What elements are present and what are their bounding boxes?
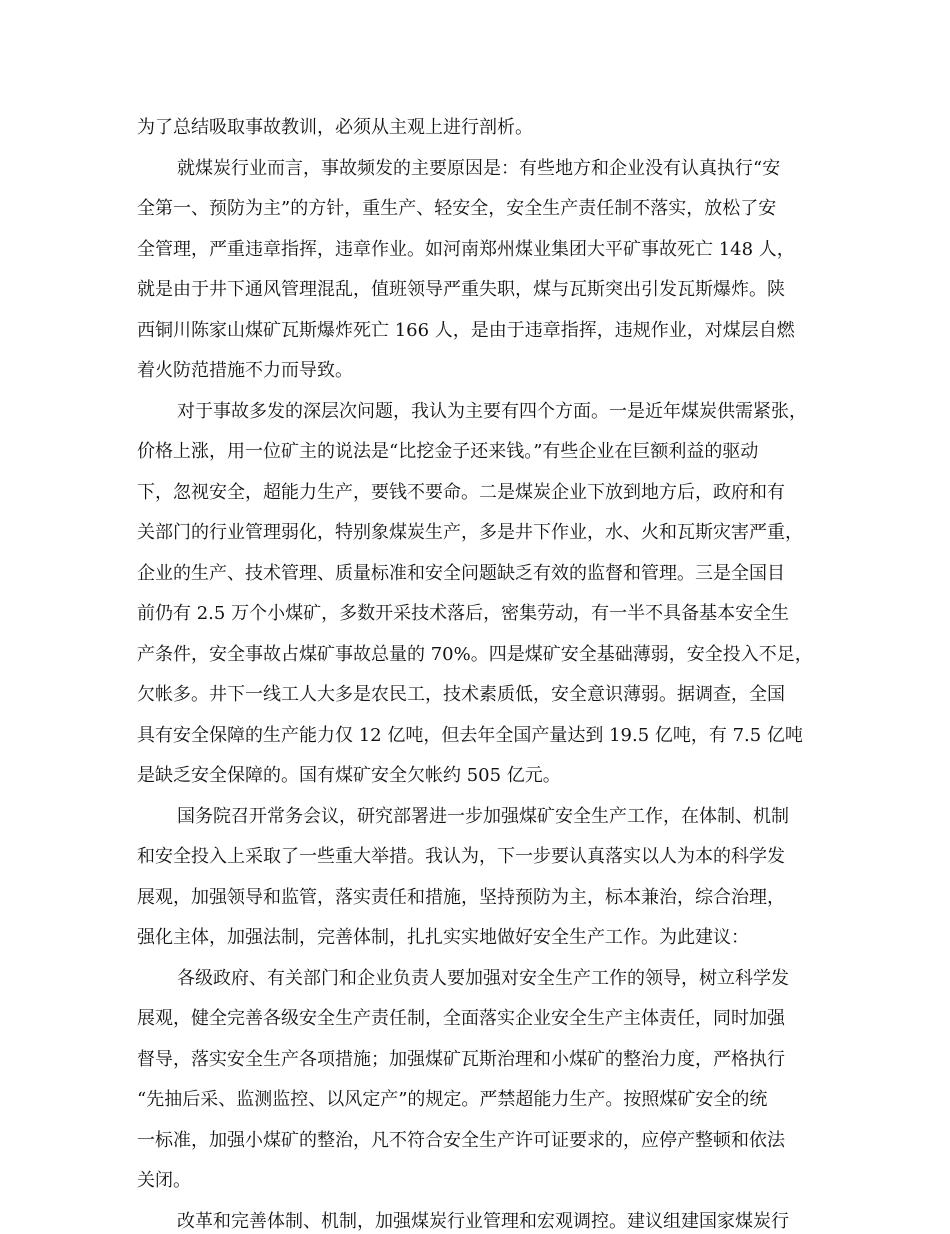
text-line: 对于事故多发的深层次问题，我认为主要有四个方面。一是近年煤炭供需紧张， — [177, 401, 807, 422]
text-line: 是缺乏安全保障的。国有煤矿安全欠帐约 505 亿元。 — [137, 765, 561, 786]
text-line: 下，忽视安全，超能力生产，要钱不要命。二是煤炭企业下放到地方后，政府和有 — [137, 482, 785, 503]
text-line: 展观，健全完善各级安全生产责任制，全面落实企业安全生产主体责任，同时加强 — [137, 1008, 785, 1029]
text-line: 西铜川陈家山煤矿瓦斯爆炸死亡 166 人，是由于违章指挥，违规作业，对煤层自燃 — [137, 320, 795, 341]
text-line: 全管理，严重违章指挥，违章作业。如河南郑州煤业集团大平矿事故死亡 148 人， — [137, 239, 795, 260]
text-line: 前仍有 2.5 万个小煤矿，多数开采技术落后，密集劳动，有一半不具备基本安全生 — [137, 603, 790, 624]
text-line: 欠帐多。井下一线工人大多是农民工，技术素质低，安全意识薄弱。据调查，全国 — [137, 684, 785, 705]
text-line: 强化主体，加强法制，完善体制，扎扎实实地做好安全生产工作。为此建议： — [137, 927, 749, 948]
text-line: 督导，落实安全生产各项措施；加强煤矿瓦斯治理和小煤矿的整治力度，严格执行 — [137, 1049, 785, 1070]
text-line: 产条件，安全事故占煤矿事故总量的 70%。四是煤矿安全基础薄弱，安全投入不足， — [137, 644, 813, 665]
text-line: 关闭。 — [137, 1170, 191, 1191]
text-line: 价格上涨，用一位矿主的说法是“比挖金子还来钱。”有些企业在巨额利益的驱动 — [137, 441, 759, 462]
text-line: 就煤炭行业而言，事故频发的主要原因是：有些地方和企业没有认真执行“安 — [177, 158, 781, 179]
text-line: 全第一、预防为主”的方针，重生产、轻安全，安全生产责任制不落实，放松了安 — [137, 198, 777, 219]
text-line: 关部门的行业管理弱化，特别象煤炭生产，多是井下作业，水、火和瓦斯灾害严重， — [137, 522, 803, 543]
text-line: 为了总结吸取事故教训，必须从主观上进行剖析。 — [137, 117, 533, 138]
text-line: 展观，加强领导和监管，落实责任和措施，坚持预防为主，标本兼治，综合治理， — [137, 887, 785, 908]
text-line: 改革和完善体制、机制，加强煤炭行业管理和宏观调控。建议组建国家煤炭行 — [177, 1211, 789, 1232]
text-line: 企业的生产、技术管理、质量标准和安全问题缺乏有效的监督和管理。三是全国目 — [137, 563, 785, 584]
text-line: 具有安全保障的生产能力仅 12 亿吨，但去年全国产量达到 19.5 亿吨，有 7.5 亿吨 — [137, 725, 803, 746]
text-line: 就是由于井下通风管理混乱，值班领导严重失职，煤与瓦斯突出引发瓦斯爆炸。陕 — [137, 279, 785, 300]
text-line: 各级政府、有关部门和企业负责人要加强对安全生产工作的领导，树立科学发 — [177, 968, 789, 989]
text-line: 国务院召开常务会议，研究部署进一步加强煤矿安全生产工作，在体制、机制 — [177, 806, 789, 827]
text-line: 一标准，加强小煤矿的整治，凡不符合安全生产许可证要求的，应停产整顿和依法 — [137, 1130, 785, 1151]
text-line: “先抽后采、监测监控、以风定产”的规定。严禁超能力生产。按照煤矿安全的统 — [137, 1089, 768, 1110]
text-line: 和安全投入上采取了一些重大举措。我认为，下一步要认真落实以人为本的科学发 — [137, 846, 785, 867]
text-line: 着火防范措施不力而导致。 — [137, 360, 353, 381]
